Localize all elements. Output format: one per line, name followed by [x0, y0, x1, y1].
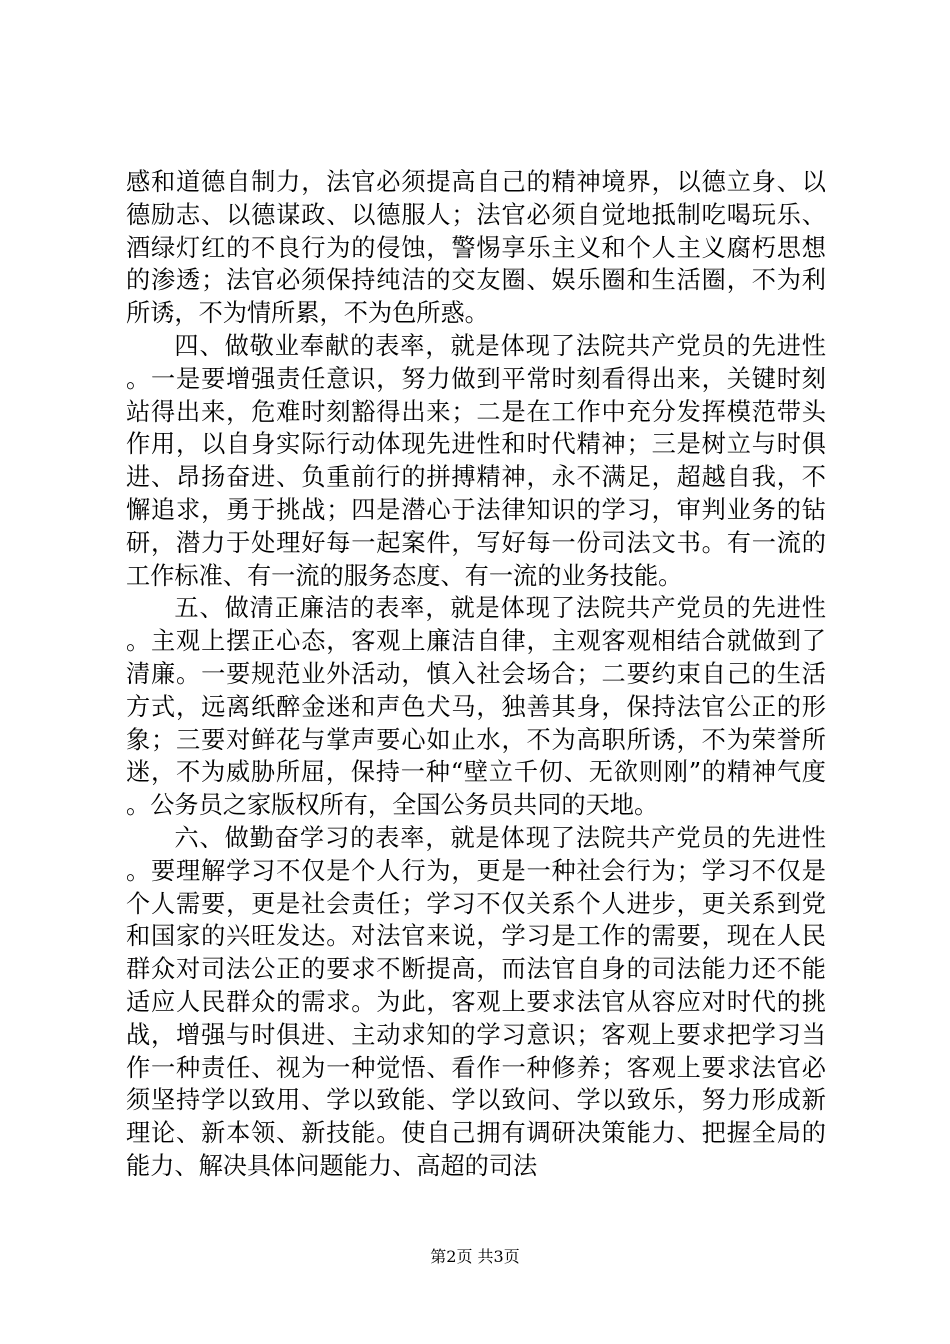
- paragraph-section-four: 四、做敬业奉献的表率，就是体现了法院共产党员的先进性。一是要增强责任意识，努力做到平常时刻看得出来，关键时刻站得出来，危难时刻豁得出来；二是在工作中充分发挥模范带头作用，以自身实际行动体现先进性和时代精神；三是树立与时俱进、昂扬奋进、负重前行的拼搏精神，永不满足，超越自我，不懈追求，勇于挑战；四是潜心于法律知识的学习，审判业务的钻研，潜力于处理好每一起案件，写好每一份司法文书。有一流的工作标准、有一流的服务态度、有一流的业务技能。: [126, 331, 826, 590]
- document-body: [126, 166, 826, 1183]
- paragraph-section-six: 六、做勤奋学习的表率，就是体现了法院共产党员的先进性。要理解学习不仅是个人行为，更是一种社会行为；学习不仅是个人需要，更是社会责任；学习不仅关系个人进步，更关系到党和国家的兴旺发达。对法官来说，学习是工作的需要，现在人民群众对司法公正的要求不断提高，而法官自身的司法能力还不能适应人民群众的需求。为此，客观上要求法官从容应对时代的挑战，增强与时俱进、主动求知的学习意识；客观上要求把学习当作一种责任、视为一种觉悟、看作一种修养；客观上要求法官必须坚持学以致用、学以致能、学以致问、学以致乐，努力形成新理论、新本领、新技能。使自己拥有调研决策能力、把握全局的能力、解决具体问题能力、高超的司法: [126, 823, 826, 1180]
- paragraph-section-five: 五、做清正廉洁的表率，就是体现了法院共产党员的先进性。主观上摆正心态，客观上廉洁自律，主观客观相结合就做到了清廉。一要规范业外活动，慎入社会场合；二要约束自己的生活方式，远离纸醉金迷和声色犬马，独善其身，保持法官公正的形象；三要对鲜花与掌声要心如止水，不为高职所诱，不为荣誉所迷，不为威胁所屈，保持一种“壁立千仞、无欲则刚”的精神气度。公务员之家版权所有，全国公务员共同的天地。: [126, 594, 826, 820]
- page-number-footer: 第2页 共3页: [430, 1247, 520, 1266]
- paragraph-continuation: 感和道德自制力，法官必须提高自己的精神境界，以德立身、以德励志、以德谋政、以德服人；法官必须自觉地抵制吃喝玩乐、酒绿灯红的不良行为的侵蚀，警惕享乐主义和个人主义腐朽思想的渗透；法官必须保持纯洁的交友圈、娱乐圈和生活圈，不为利所诱，不为情所累，不为色所惑。: [126, 168, 826, 328]
